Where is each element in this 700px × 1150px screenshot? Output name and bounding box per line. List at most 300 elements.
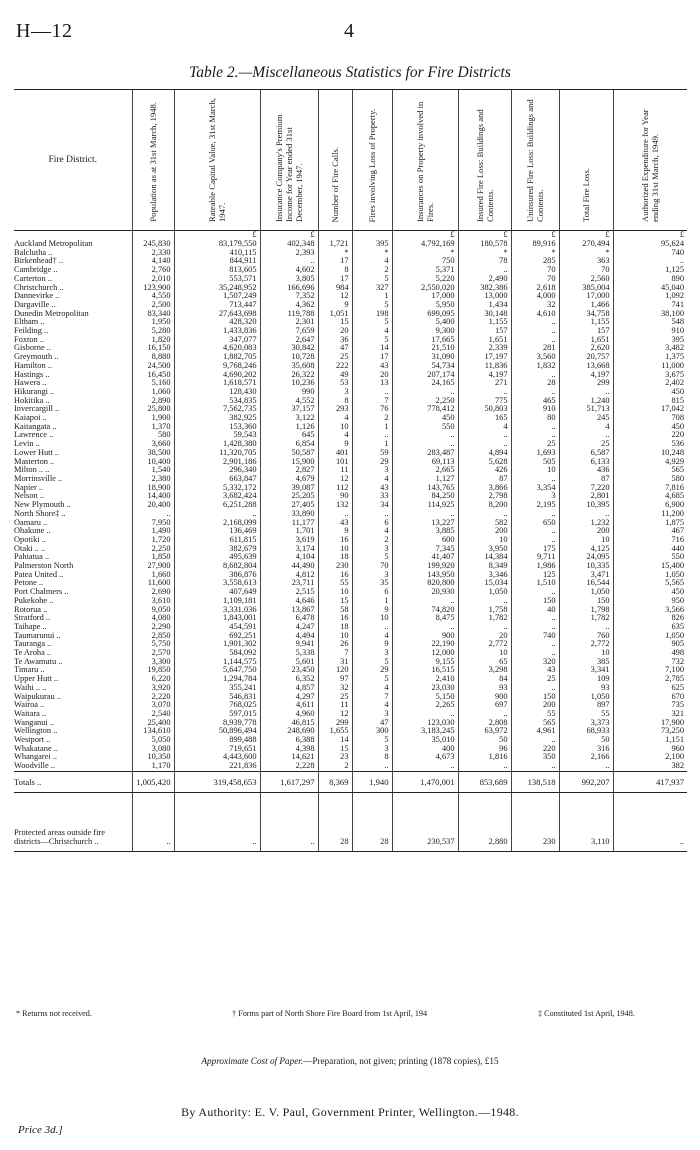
value-cell: 768,025 [174, 701, 260, 710]
value-cell: 3,560 [511, 353, 559, 362]
column-header-label: Insured Fire Loss: Buildings and Contents. [474, 109, 495, 222]
value-cell: 55 [511, 710, 559, 719]
value-cell: 3,183,245 [392, 727, 458, 736]
value-cell: 78 [458, 257, 511, 266]
value-cell: 32 [318, 684, 352, 693]
value-cell: 10 [318, 588, 352, 597]
value-cell: 1,798 [559, 606, 613, 615]
value-cell: 37,157 [260, 405, 318, 414]
value-cell: 13,000 [458, 292, 511, 301]
value-cell: 230 [511, 792, 559, 851]
table-row [14, 675, 687, 684]
district-name-cell: Ohakune .. [14, 527, 51, 536]
value-cell: 9 [352, 640, 392, 649]
value-cell: 321 [613, 710, 687, 719]
value-cell: 270,494 [559, 240, 613, 249]
value-cell: 2,808 [458, 719, 511, 728]
value-cell: 905 [613, 640, 687, 649]
value-cell: 826 [613, 614, 687, 623]
value-cell: 25 [559, 440, 613, 449]
value-cell: 51,713 [559, 405, 613, 414]
value-cell: .. [392, 388, 458, 397]
value-cell: 4 [559, 423, 613, 432]
value-cell: 1,651 [458, 336, 511, 345]
district-name-cell: Waihi .. .. [14, 683, 47, 692]
value-cell: 2,010 [132, 275, 174, 284]
value-cell: .. [392, 597, 458, 606]
value-cell: 3,610 [132, 597, 174, 606]
table-row [14, 614, 687, 623]
table-row [14, 719, 687, 728]
value-cell: 2,890 [132, 397, 174, 406]
value-cell: 553,571 [174, 275, 260, 284]
value-cell: 382 [613, 762, 687, 771]
value-cell: .. [559, 510, 613, 519]
value-cell: 6,220 [132, 675, 174, 684]
table-row [14, 545, 687, 554]
district-name-cell: Nelson .. [14, 492, 45, 501]
district-name-cell: Greymouth .. [14, 353, 59, 362]
value-cell: 10 [318, 545, 352, 554]
value-cell: 550 [613, 553, 687, 562]
value-cell: 5 [352, 736, 392, 745]
value-cell: 498 [613, 649, 687, 658]
value-cell: 1,882,705 [174, 353, 260, 362]
value-cell: 1,060 [132, 388, 174, 397]
value-cell: 1,850 [132, 553, 174, 562]
value-cell: .. [511, 623, 559, 632]
table-row [14, 571, 687, 580]
value-cell: 4 [318, 431, 352, 440]
value-cell: 740 [511, 632, 559, 641]
value-cell: .. [511, 318, 559, 327]
column-header-label: Authorized Expenditure for Year ending 31st March, 1949. [640, 109, 661, 222]
value-cell: 31 [318, 658, 352, 667]
value-cell: 150 [511, 597, 559, 606]
value-cell: 165 [458, 414, 511, 423]
value-cell: .. [613, 257, 687, 266]
district-name-cell: Foxton .. [14, 335, 45, 344]
value-cell: .. [392, 710, 458, 719]
table-row [14, 727, 687, 736]
value-cell: 426 [458, 466, 511, 475]
value-cell: 14,621 [260, 753, 318, 762]
value-cell: 6,352 [260, 675, 318, 684]
value-cell: 84 [458, 675, 511, 684]
value-cell: 565 [613, 466, 687, 475]
value-cell: 93 [458, 684, 511, 693]
value-cell: 3,920 [132, 684, 174, 693]
value-cell: 222 [318, 362, 352, 371]
value-cell: 59 [352, 449, 392, 458]
value-cell: 15 [318, 745, 352, 754]
column-header-4 [318, 90, 352, 231]
value-cell: .. [352, 431, 392, 440]
value-cell: 7 [352, 693, 392, 702]
value-cell: 890 [613, 275, 687, 284]
value-cell: 708 [613, 414, 687, 423]
column-header-label: Population as at 31st March, 1948. [148, 102, 158, 222]
value-cell: 11,000 [613, 362, 687, 371]
value-cell: .. [392, 762, 458, 771]
value-cell: 1 [352, 292, 392, 301]
value-cell: 7,950 [132, 519, 174, 528]
value-cell: 3 [352, 571, 392, 580]
value-cell: 1,232 [559, 519, 613, 528]
value-cell: 454,591 [174, 623, 260, 632]
district-name-cell: Morrinsville .. [14, 474, 63, 483]
value-cell: 283,487 [392, 449, 458, 458]
value-cell: 293 [318, 405, 352, 414]
value-cell: 207,174 [392, 371, 458, 380]
value-cell: 10 [318, 632, 352, 641]
value-cell: 29 [352, 666, 392, 675]
value-cell: .. [132, 510, 174, 519]
table-row [14, 501, 687, 510]
page-number: 4 [344, 20, 354, 42]
value-cell: 417,937 [613, 771, 687, 792]
value-cell: 4 [458, 423, 511, 432]
value-cell: 17,900 [613, 719, 687, 728]
value-cell: 2,772 [559, 640, 613, 649]
value-cell: .. [458, 510, 511, 519]
value-cell: 3,174 [260, 545, 318, 554]
column-header-9 [559, 90, 613, 231]
value-cell: 4,104 [260, 553, 318, 562]
value-cell: * [318, 249, 352, 258]
value-cell: 1,240 [559, 397, 613, 406]
value-cell: 4,690,202 [174, 371, 260, 380]
value-cell: 10,350 [132, 753, 174, 762]
value-cell: 45,040 [613, 284, 687, 293]
value-cell: .. [458, 762, 511, 771]
value-cell: 8,475 [392, 614, 458, 623]
table-row [14, 666, 687, 675]
footnote-north-shore: † Forms part of North Shore Fire Board from 1st April, 194 [232, 1009, 428, 1018]
value-cell: 6 [352, 588, 392, 597]
value-cell: 719,651 [174, 745, 260, 754]
value-cell: 22,190 [392, 640, 458, 649]
table-row [14, 527, 687, 536]
value-cell: 1,375 [613, 353, 687, 362]
value-cell: 11,200 [613, 510, 687, 519]
value-cell: 1,127 [392, 475, 458, 484]
value-cell: 1,721 [318, 240, 352, 249]
value-cell: 15 [318, 318, 352, 327]
district-name-cell: Whangarei .. [14, 753, 58, 762]
value-cell: 1,125 [613, 266, 687, 275]
value-cell: 4,620,083 [174, 344, 260, 353]
value-cell: 327 [352, 284, 392, 293]
value-cell: 296,340 [174, 466, 260, 475]
table-row [14, 632, 687, 641]
value-cell: .. [174, 792, 260, 851]
value-cell: 95,624 [613, 240, 687, 249]
value-cell: 4 [352, 257, 392, 266]
value-cell: .. [511, 640, 559, 649]
value-cell: 4,685 [613, 492, 687, 501]
value-cell: 495,639 [174, 553, 260, 562]
column-header-5 [352, 90, 392, 231]
value-cell: 30,842 [260, 344, 318, 353]
value-cell: 2,850 [132, 632, 174, 641]
value-cell: 96 [458, 745, 511, 754]
value-cell: 347,077 [174, 336, 260, 345]
value-cell: 1,155 [458, 318, 511, 327]
value-cell: 401 [318, 449, 352, 458]
value-cell: 76 [352, 405, 392, 414]
value-cell: 650 [511, 519, 559, 528]
value-cell: 153,360 [174, 423, 260, 432]
value-cell: 2,168,099 [174, 519, 260, 528]
value-cell: 5,371 [392, 266, 458, 275]
column-header-label: Rateable Capital Value, 31st March, 1947. [207, 98, 227, 222]
table-row [14, 344, 687, 353]
value-cell: 18 [318, 623, 352, 632]
district-name-cell: Timaru .. [14, 666, 45, 675]
value-cell: 1,507,249 [174, 292, 260, 301]
value-cell: 3,300 [132, 658, 174, 667]
value-cell: 3,566 [613, 606, 687, 615]
value-cell: 815 [613, 397, 687, 406]
value-cell: 7,816 [613, 484, 687, 493]
value-cell: £ [392, 231, 458, 241]
district-name-cell: Hamilton .. [14, 361, 52, 370]
value-cell: 2,402 [613, 379, 687, 388]
value-cell: 20,757 [559, 353, 613, 362]
value-cell: 8,682,804 [174, 562, 260, 571]
value-cell: 750 [392, 257, 458, 266]
value-cell: 10,395 [559, 501, 613, 510]
column-header-label: Fires involving Loss of Property. [367, 108, 377, 222]
value-cell: 200 [559, 527, 613, 536]
value-cell: .. [458, 266, 511, 275]
value-cell: .. [559, 388, 613, 397]
value-cell: 7,220 [559, 484, 613, 493]
value-cell: 1,155 [559, 318, 613, 327]
value-cell: .. [458, 388, 511, 397]
value-cell: 6,587 [559, 449, 613, 458]
district-name-cell: Patea United .. [14, 570, 64, 579]
value-cell: 13,867 [260, 606, 318, 615]
value-cell: 1,050 [613, 632, 687, 641]
value-cell: 43 [318, 519, 352, 528]
value-cell: 3,070 [132, 701, 174, 710]
table-row [14, 658, 687, 667]
table-row [14, 536, 687, 545]
value-cell: 16 [318, 614, 352, 623]
district-name-cell: Waitara .. [14, 709, 47, 718]
value-cell: 25,205 [260, 492, 318, 501]
value-cell: 2,798 [458, 492, 511, 501]
value-cell: 271 [458, 379, 511, 388]
value-cell: 778,412 [392, 405, 458, 414]
value-cell: 20 [318, 327, 352, 336]
value-cell: 175 [511, 545, 559, 554]
value-cell: 8,369 [318, 771, 352, 792]
value-cell: 3,331,036 [174, 606, 260, 615]
district-name-cell: Hikurangi .. [14, 387, 55, 396]
value-cell: 2,760 [132, 266, 174, 275]
value-cell: 2,166 [559, 753, 613, 762]
value-cell: 1,820 [132, 336, 174, 345]
value-cell: 3,122 [260, 414, 318, 423]
value-cell: 4,960 [260, 710, 318, 719]
table-row [14, 640, 687, 649]
value-cell: 5,400 [392, 318, 458, 327]
value-cell: 385,004 [559, 284, 613, 293]
value-cell: 17 [352, 353, 392, 362]
value-cell: 36 [318, 336, 352, 345]
value-cell: 87 [559, 475, 613, 484]
value-cell: 7,352 [260, 292, 318, 301]
value-cell: 3,110 [559, 792, 613, 851]
value-cell: 580 [613, 475, 687, 484]
value-cell: 16 [318, 536, 352, 545]
table-row [14, 336, 687, 345]
value-cell: 28 [318, 792, 352, 851]
value-cell: 2 [352, 266, 392, 275]
table-row [14, 414, 687, 423]
value-cell: 465 [511, 397, 559, 406]
value-cell: 3,482 [613, 344, 687, 353]
value-cell: 716 [613, 536, 687, 545]
table-row [14, 292, 687, 301]
value-cell: 4,812 [260, 571, 318, 580]
table-row [14, 606, 687, 615]
value-cell: 132 [318, 501, 352, 510]
value-cell: 17,197 [458, 353, 511, 362]
value-cell: 580 [132, 431, 174, 440]
value-cell: £ [559, 231, 613, 241]
value-cell: 13 [352, 379, 392, 388]
value-cell: 10 [559, 649, 613, 658]
value-cell: 3 [511, 492, 559, 501]
value-cell: 1,816 [458, 753, 511, 762]
value-cell: 4,611 [260, 701, 318, 710]
value-cell: £ [511, 231, 559, 241]
value-cell: 1,051 [318, 310, 352, 319]
value-cell: .. [458, 431, 511, 440]
value-cell: 2,560 [559, 275, 613, 284]
value-cell: 584,092 [174, 649, 260, 658]
table-row [14, 475, 687, 484]
value-cell: 25 [511, 440, 559, 449]
value-cell: .. [511, 527, 559, 536]
document-code: H—12 [16, 20, 73, 42]
value-cell: 320 [511, 658, 559, 667]
value-cell: 43 [352, 362, 392, 371]
column-header-8 [511, 90, 559, 231]
column-header-label: Insurance Company's Premium Income for Year ended 31st December, 1947. [274, 114, 304, 222]
table-row [14, 745, 687, 754]
value-cell: 136,469 [174, 527, 260, 536]
table-row [14, 362, 687, 371]
value-cell: 6,900 [613, 501, 687, 510]
district-name-cell: Wellington .. [14, 727, 58, 736]
value-cell: 112 [318, 484, 352, 493]
value-cell: .. [511, 536, 559, 545]
value-cell: 1,050 [458, 588, 511, 597]
value-cell: 8 [352, 753, 392, 762]
value-cell: 428,320 [174, 318, 260, 327]
value-cell: 2,220 [132, 693, 174, 702]
value-cell: 4,894 [458, 449, 511, 458]
value-cell: 55 [559, 710, 613, 719]
value-cell: 5 [352, 553, 392, 562]
table-row [14, 562, 687, 571]
value-cell: 450 [392, 414, 458, 423]
table-row [14, 710, 687, 719]
value-cell: 4,247 [260, 623, 318, 632]
table-row [14, 257, 687, 266]
value-cell: 1,109,181 [174, 597, 260, 606]
value-cell: 990 [260, 388, 318, 397]
protected-areas-row [14, 792, 687, 851]
value-cell: £ [174, 231, 260, 241]
value-cell: 3 [352, 710, 392, 719]
value-cell: 87 [458, 475, 511, 484]
value-cell: 1,617,297 [260, 771, 318, 792]
value-cell: 299 [318, 719, 352, 728]
value-cell: 625 [613, 684, 687, 693]
value-cell: 960 [613, 745, 687, 754]
value-cell: 10,400 [132, 458, 174, 467]
value-cell: .. [458, 710, 511, 719]
value-cell: 3,346 [458, 571, 511, 580]
value-cell: 4 [352, 527, 392, 536]
value-cell: 1,693 [511, 449, 559, 458]
value-cell: 40 [511, 606, 559, 615]
value-cell: 5,338 [260, 649, 318, 658]
value-cell: 20,400 [132, 501, 174, 510]
table-row [14, 623, 687, 632]
value-cell: 4,297 [260, 693, 318, 702]
value-cell: 8,880 [132, 353, 174, 362]
table-row [14, 492, 687, 501]
district-name-cell: Westport .. [14, 736, 51, 745]
value-cell: 2,772 [458, 640, 511, 649]
value-cell: 350 [511, 753, 559, 762]
district-name-cell: Whakatane .. [14, 744, 58, 753]
district-name-cell: Protected areas outside fire districts—Christchurch .. [14, 792, 132, 851]
table-row [14, 701, 687, 710]
value-cell: 1,832 [511, 362, 559, 371]
value-cell: 65 [458, 658, 511, 667]
value-cell: 299 [559, 379, 613, 388]
table-row [14, 275, 687, 284]
value-cell: 245,830 [132, 240, 174, 249]
value-cell: 10,248 [613, 449, 687, 458]
value-cell: 38,500 [132, 449, 174, 458]
value-cell: 2,901,186 [174, 458, 260, 467]
value-cell: 4 [352, 327, 392, 336]
value-cell: 2,250 [132, 545, 174, 554]
district-name-cell: Opotiki .. [14, 535, 46, 544]
value-cell: 635 [613, 623, 687, 632]
table-row [14, 379, 687, 388]
value-cell: .. [458, 597, 511, 606]
value-cell: 7,659 [260, 327, 318, 336]
value-cell: 2,540 [132, 710, 174, 719]
district-name-cell: Dunedin Metropolitan [14, 309, 89, 318]
value-cell: 4 [352, 475, 392, 484]
value-cell: 8,200 [458, 501, 511, 510]
value-cell: 5 [352, 301, 392, 310]
value-cell: 220 [613, 431, 687, 440]
value-cell: 2,228 [260, 762, 318, 771]
table-row [14, 423, 687, 432]
